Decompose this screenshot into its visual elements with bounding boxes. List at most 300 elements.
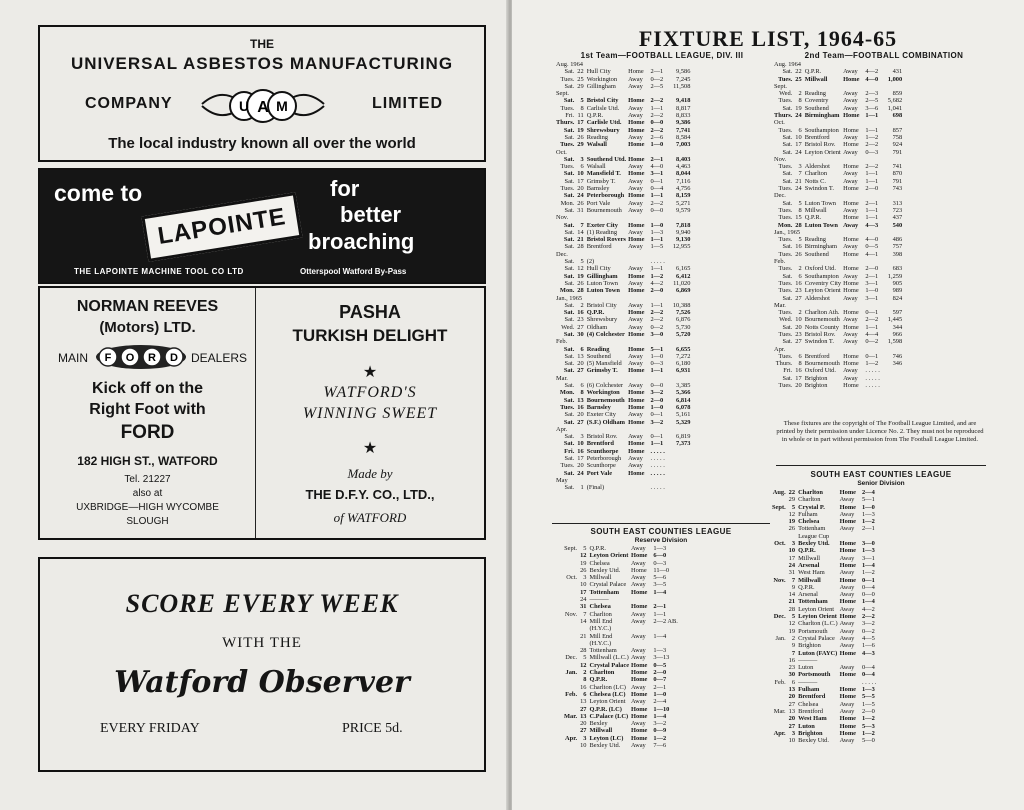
fixture-row: [772, 562, 878, 569]
fixture-attendance: 437: [892, 214, 903, 222]
fixture-opponent: Bexley Utd.: [589, 566, 621, 574]
fixture-venue: Away: [631, 654, 646, 662]
fixture-day: [564, 698, 580, 705]
fixture-venue: Away: [843, 374, 858, 382]
fixture-date: 27: [577, 418, 584, 426]
fixture-date: 24: [788, 561, 796, 569]
fixture-score: 0—1: [865, 352, 879, 360]
right-page-fixtures: [512, 0, 1024, 810]
fixture-venue: Away: [843, 330, 858, 338]
fixture-row: [564, 735, 680, 742]
month-label: Sept.: [774, 82, 787, 90]
fixture-date: 31: [788, 569, 796, 577]
fixture-score: 2—6: [650, 133, 664, 141]
fixture-row: [556, 134, 692, 141]
fixture-attendance: 8,403: [676, 155, 691, 163]
fixture-attendance: 6,412: [676, 272, 691, 280]
fixture-opponent: Aldershot: [804, 163, 830, 171]
fixture-opponent: Bournemouth: [586, 396, 625, 404]
fixture-score: 1—0: [650, 403, 664, 411]
fixture-venue: Away: [839, 605, 855, 613]
fixture-row: [556, 258, 692, 265]
fixture-venue: Away: [843, 316, 858, 324]
fixture-score: 5—6: [653, 574, 667, 582]
fixture-row: [772, 693, 878, 700]
fixture-day: Sat.: [564, 360, 575, 368]
month-row: [774, 192, 904, 199]
fixture-attendance: 743: [892, 185, 903, 193]
fixture-date: 12: [788, 510, 796, 518]
fixture-attendance: 857: [892, 126, 903, 134]
fixture-date: 21: [788, 598, 796, 606]
fixture-date: 8: [798, 360, 802, 368]
fixture-venue: [628, 258, 646, 265]
fixture-score: 1—0: [861, 503, 875, 511]
fixture-date: 27: [795, 338, 802, 346]
fixture-day: Sat.: [563, 126, 575, 134]
fixture-day: Sept.: [772, 503, 786, 511]
secl-reserve-table: [564, 545, 680, 749]
fixture-venue: Home: [843, 279, 859, 287]
fixture-attendance: 1,259: [887, 272, 903, 280]
month-row: [774, 156, 904, 163]
fixture-date: 22: [788, 489, 796, 496]
fixture-day: Sat.: [782, 294, 793, 302]
fixture-opponent: Chelsea: [798, 518, 820, 526]
reeves-also: also at: [132, 488, 163, 499]
fixture-day: [772, 664, 789, 671]
fixture-venue: Home: [628, 126, 645, 134]
fixture-opponent: Arsenal: [798, 591, 818, 599]
fixture-opponent: (Final): [586, 484, 605, 492]
fixture-row: [564, 603, 680, 610]
lapointe-advert: [38, 168, 486, 284]
fixture-score: 5—0: [861, 737, 875, 745]
fixture-row: [556, 141, 692, 148]
fixture-venue: Home: [843, 236, 859, 244]
fixture-attendance: 741: [892, 163, 903, 171]
fixture-score: 1—4: [861, 561, 875, 569]
fixture-date: 19: [577, 272, 584, 280]
fixture-row: [556, 367, 692, 374]
fixture-attendance: 7,818: [676, 221, 691, 229]
fixture-venue: Away: [839, 554, 855, 562]
fixture-attendance: 597: [892, 309, 903, 317]
fixture-opponent: Bristol City: [586, 97, 619, 105]
fixture-score: 2—5: [865, 97, 879, 105]
fixture-day: Sat.: [782, 323, 793, 331]
fixture-attendance: 8,044: [676, 170, 691, 178]
fixture-attendance: 9,940: [676, 228, 691, 236]
fixture-attendance: 758: [892, 133, 903, 141]
fixture-venue: Home: [631, 603, 648, 611]
fixture-row: [556, 404, 692, 411]
fixture-venue: Away: [631, 545, 646, 552]
fixture-score: 2—2: [650, 199, 664, 207]
fixture-opponent: Leyton Orient: [804, 148, 841, 156]
fixture-venue: Away: [628, 104, 643, 112]
fixture-venue: Away: [631, 683, 646, 691]
fixture-row: [774, 316, 904, 323]
fixture-row: [772, 496, 878, 503]
fixture-row: [556, 331, 692, 338]
fixture-row: [556, 265, 692, 272]
fixture-row: [774, 243, 904, 250]
fixture-score: 0—3: [653, 559, 667, 567]
fixture-day: [772, 715, 789, 722]
fixture-score: 1—2: [861, 518, 875, 526]
fixture-day: Aug.: [772, 489, 786, 496]
fixture-row: [772, 628, 878, 635]
fixture-date: 7: [583, 610, 587, 618]
fixture-opponent: Grimsby T.: [586, 177, 616, 185]
fixture-date: 12: [577, 265, 584, 273]
fixture-venue: [840, 533, 858, 540]
fixture-score: 1—0: [653, 690, 667, 698]
fixture-row: [774, 222, 904, 229]
fixture-venue: Away: [628, 265, 643, 273]
fixture-day: [772, 686, 789, 693]
fixture-venue: Home: [839, 729, 856, 737]
fixture-opponent: (1) Reading: [586, 228, 618, 236]
fixture-score: 2—0: [650, 396, 664, 404]
observer-headline: SCORE EVERY WEEK: [125, 589, 399, 618]
fixture-row: [556, 229, 692, 236]
fixture-venue: Away: [628, 279, 643, 287]
fixture-score: 0—0: [650, 382, 664, 390]
fixture-attendance: 6,814: [676, 396, 691, 404]
fixture-date: 23: [788, 664, 796, 672]
fixture-date: 5: [580, 258, 584, 266]
month-row: [556, 251, 692, 258]
fixture-attendance: 344: [892, 323, 903, 331]
fixture-attendance: 10,388: [672, 301, 691, 309]
fixture-row: [772, 642, 878, 649]
fixture-date: 3: [580, 433, 584, 441]
fixture-attendance: [667, 448, 693, 455]
fixture-date: 27: [580, 727, 587, 735]
ford-letter-d: D: [170, 352, 178, 364]
fixture-attendance: 6,819: [676, 433, 691, 441]
fixture-score: . . . . .: [865, 374, 880, 382]
fixture-date: 13: [580, 698, 587, 706]
fixture-row: [772, 650, 878, 657]
fixture-opponent: Hull City: [586, 265, 611, 273]
fixture-opponent: Southampton: [804, 272, 839, 280]
fixture-score: 3—0: [861, 540, 875, 548]
fixture-day: Sat.: [782, 141, 793, 149]
fixture-row: [774, 251, 904, 258]
fixture-day: Jan.: [565, 669, 578, 677]
fixture-score: 3—2: [861, 620, 875, 628]
fixture-row: [556, 222, 692, 229]
fixture-day: [564, 662, 580, 669]
fixture-score: 4—4: [865, 330, 879, 338]
fixture-venue: Home: [843, 199, 859, 207]
fixture-date: 1: [580, 484, 584, 492]
fixture-date: 27: [788, 722, 796, 730]
fixture-attendance: 698: [892, 112, 903, 120]
fixture-venue: Away: [843, 148, 858, 156]
reeves-kick-line1: Kick off on the: [91, 380, 204, 397]
fixture-score: 1—2: [653, 734, 667, 742]
fixture-day: Tues.: [778, 352, 793, 360]
fixture-day: Apr.: [773, 729, 786, 737]
fixture-day: Sat.: [563, 155, 575, 163]
fixture-attendance: 757: [892, 243, 903, 251]
fixture-venue: Away: [628, 206, 643, 214]
fixture-opponent: Q.P.R.: [586, 309, 605, 317]
fixture-opponent: Crystal Palace: [589, 581, 627, 589]
fixture-row: [556, 455, 692, 462]
fixture-row: [772, 671, 878, 678]
fixture-venue: Away: [843, 90, 858, 98]
fixture-score: 2—2: [861, 613, 875, 621]
fixture-score: . . . . .: [650, 462, 665, 470]
fixture-day: Sat.: [564, 68, 575, 76]
fixture-venue: Home: [631, 712, 648, 720]
fixture-date: 6: [580, 382, 584, 390]
fixture-day: Sat.: [564, 279, 575, 287]
fixture-date: 12: [788, 620, 796, 628]
month-label: Nov.: [774, 155, 787, 163]
fixture-venue: Home: [628, 396, 645, 404]
fixture-date: 14: [788, 591, 796, 599]
fixture-date: 5: [791, 503, 796, 511]
fixture-opponent: Brighton: [804, 374, 828, 382]
fixture-day: Tues.: [778, 250, 793, 258]
secl-senior-table: [772, 489, 878, 744]
fixture-day: Sat.: [563, 236, 575, 244]
fixture-day: Fri.: [783, 367, 793, 375]
fixture-opponent: Q.P.R. (LC): [589, 705, 622, 713]
fixture-date: 14: [577, 228, 584, 236]
fixture-row: [556, 200, 692, 207]
fixture-day: Tues.: [560, 163, 575, 171]
fixture-opponent: Q.P.R.: [589, 545, 606, 552]
fixture-score: 1—1: [865, 126, 879, 134]
fixture-row: [564, 691, 680, 698]
uam-company: COMPANY: [85, 95, 173, 112]
fixture-row: [772, 715, 878, 722]
fixture-venue: Home: [843, 185, 859, 193]
fixture-date: 11: [577, 112, 584, 120]
fixture-attendance: 313: [892, 199, 903, 207]
fixture-attendance: 905: [892, 279, 903, 287]
fixture-row: [772, 657, 878, 664]
fixture-row: [564, 647, 680, 654]
fixture-score: 2—2: [650, 112, 664, 120]
fixture-day: Sat.: [782, 199, 793, 207]
fixture-date: 7: [791, 576, 796, 584]
fixture-score: 2—0: [650, 287, 664, 295]
fixture-score: 4—1: [865, 250, 879, 258]
fixture-score: 1—1: [865, 112, 879, 120]
fixture-opponent: Mill End: [589, 632, 613, 640]
fixture-row: [556, 207, 692, 214]
fixture-opponent: Bristol Rov.: [586, 433, 618, 441]
fixture-score: . . . . .: [650, 447, 665, 455]
month-row: [774, 83, 904, 90]
fixture-score: 1—1: [865, 206, 879, 214]
fixture-venue: Away: [628, 352, 643, 360]
fixture-row: [774, 360, 904, 367]
fixture-score: . . . . .: [865, 367, 880, 375]
fixture-opponent: Gillingham: [586, 82, 616, 90]
fixture-opponent: Crystal P.: [798, 503, 825, 511]
fixture-attendance: 924: [892, 141, 903, 149]
fixture-venue: Away: [843, 294, 858, 302]
fixture-date: 6: [580, 163, 584, 171]
fixture-score: 1—1: [650, 104, 664, 112]
fixture-date: 20: [577, 462, 584, 470]
fixture-score: 4—0: [865, 75, 879, 83]
fixture-opponent: Brentford: [804, 352, 830, 360]
fixture-venue: Away: [843, 206, 858, 214]
pasha-place: of WATFORD: [333, 510, 407, 525]
fixture-venue: Away: [628, 243, 643, 251]
fixture-row: [564, 713, 680, 720]
fixture-opponent: Brentford: [586, 243, 612, 251]
fixture-row: [774, 134, 904, 141]
star-icon: ★: [362, 440, 378, 457]
fixture-day: Sat.: [782, 68, 793, 76]
fixture-venue: Home: [843, 309, 859, 317]
fixture-score: 2—1: [865, 199, 879, 207]
fixture-venue: Home: [843, 75, 860, 83]
fixture-row: [772, 598, 878, 605]
fixture-attendance: 1,598: [887, 338, 903, 346]
fixture-date: 19: [788, 627, 796, 635]
fixture-date: 20: [577, 360, 584, 368]
fixture-day: Sat.: [564, 265, 575, 273]
fixture-score: 0—3: [650, 360, 664, 368]
fixture-date: 2: [798, 90, 802, 98]
fixture-date: 25: [577, 75, 584, 83]
fixture-row: [772, 613, 878, 620]
fixture-row: [772, 518, 878, 525]
fixture-opponent: Mill End: [589, 617, 613, 625]
fixture-score: 1—1: [865, 323, 879, 331]
fixture-day: Sat.: [782, 338, 793, 346]
fixture-day: [564, 567, 580, 574]
fixture-row: [774, 375, 904, 382]
fixture-date: 13: [577, 352, 584, 360]
fixture-day: [564, 640, 580, 647]
fixture-day: Sat.: [563, 418, 575, 426]
fixture-score: 6—0: [653, 552, 667, 560]
fixture-attendance: 431: [892, 68, 903, 76]
fixture-day: Sat.: [782, 148, 793, 156]
month-row: [556, 477, 692, 484]
fixture-date: 2: [583, 669, 587, 677]
fixture-date: 19: [788, 518, 796, 526]
section-rule-right: [776, 465, 986, 466]
fixture-attendance: 870: [892, 170, 903, 178]
lapointe-logo-plate: [141, 192, 302, 262]
fixture-row: [556, 346, 692, 353]
fixture-attendance: 7,116: [676, 177, 691, 185]
fixture-venue: Away: [843, 367, 858, 375]
fixture-row: [556, 389, 692, 396]
fixture-opponent: Birmingham: [804, 243, 837, 251]
fixture-date: [580, 640, 589, 647]
fixture-opponent: Bristol Rov.: [804, 141, 836, 149]
fixture-opponent: C.Palace (LC): [589, 712, 629, 720]
fixture-score: 5—5: [861, 693, 875, 701]
fixture-venue: Home: [628, 309, 645, 317]
month-row: [556, 338, 692, 345]
uam-advert: [38, 25, 486, 162]
fixture-venue: Home: [628, 221, 645, 229]
fixture-attendance: [667, 470, 693, 477]
fixture-date: 16: [795, 279, 802, 287]
fixture-score: 1—2: [650, 272, 664, 280]
fixture-day: [564, 742, 580, 749]
fixture-day: [564, 618, 580, 625]
fixture-day: Dec.: [565, 654, 578, 662]
fixture-venue: Away: [628, 433, 643, 441]
fixture-row: [772, 489, 878, 496]
fixture-row: [774, 170, 904, 177]
fixture-date: 26: [788, 525, 796, 533]
month-label: Oct.: [774, 119, 785, 127]
fixture-venue: Home: [839, 489, 856, 496]
fixture-opponent: Oxford Utd.: [804, 367, 836, 375]
fixture-opponent: Millwall: [804, 206, 827, 214]
fixture-attendance: 5,271: [676, 199, 691, 207]
fixture-venue: Home: [631, 676, 648, 684]
fixture-date: 16: [788, 656, 796, 664]
fixture-day: [772, 657, 789, 664]
fixture-row: [556, 156, 692, 163]
fixture-score: 3—2: [653, 720, 667, 728]
fixture-day: Tues.: [778, 206, 793, 214]
fixture-day: Sat.: [563, 272, 575, 280]
fixture-day: Sat.: [563, 330, 575, 338]
fixture-opponent: Luton Town: [804, 199, 836, 207]
fixture-attendance: 5,161: [676, 411, 691, 419]
fixture-date: 5: [583, 545, 587, 552]
fixture-date: 3: [791, 729, 796, 737]
fixture-opponent: Millwall (L.C.): [589, 654, 629, 662]
fixture-day: [772, 606, 789, 613]
fixture-opponent: Millwall: [798, 576, 821, 584]
fixture-opponent: Oldham: [586, 323, 608, 331]
fixture-row: [564, 545, 680, 552]
fixture-opponent: Brentford: [798, 693, 826, 701]
fixture-score: 1—10: [653, 705, 670, 713]
fixture-date: 20: [580, 720, 587, 728]
month-row: [774, 258, 904, 265]
fixture-date: 3: [791, 540, 796, 548]
fixture-opponent: Bournemouth: [586, 206, 622, 214]
fixture-score: 2—2: [650, 316, 664, 324]
fixture-row: [556, 462, 692, 469]
fixture-day: Feb.: [774, 678, 786, 686]
fixture-venue: Home: [628, 345, 645, 353]
fixture-attendance: 4,756: [676, 185, 691, 193]
fixture-score: [649, 625, 680, 632]
fixture-opponent: Notts County: [804, 323, 839, 331]
fixture-opponent: Bexley Utd.: [798, 540, 830, 548]
fixture-attendance: 9,130: [676, 236, 691, 244]
fixture-day: [772, 591, 789, 598]
fixture-score: 0—4: [861, 671, 875, 679]
fixture-opponent: Bexley Utd.: [589, 742, 621, 750]
fixture-date: 26: [577, 133, 584, 141]
fixture-day: [564, 684, 580, 691]
